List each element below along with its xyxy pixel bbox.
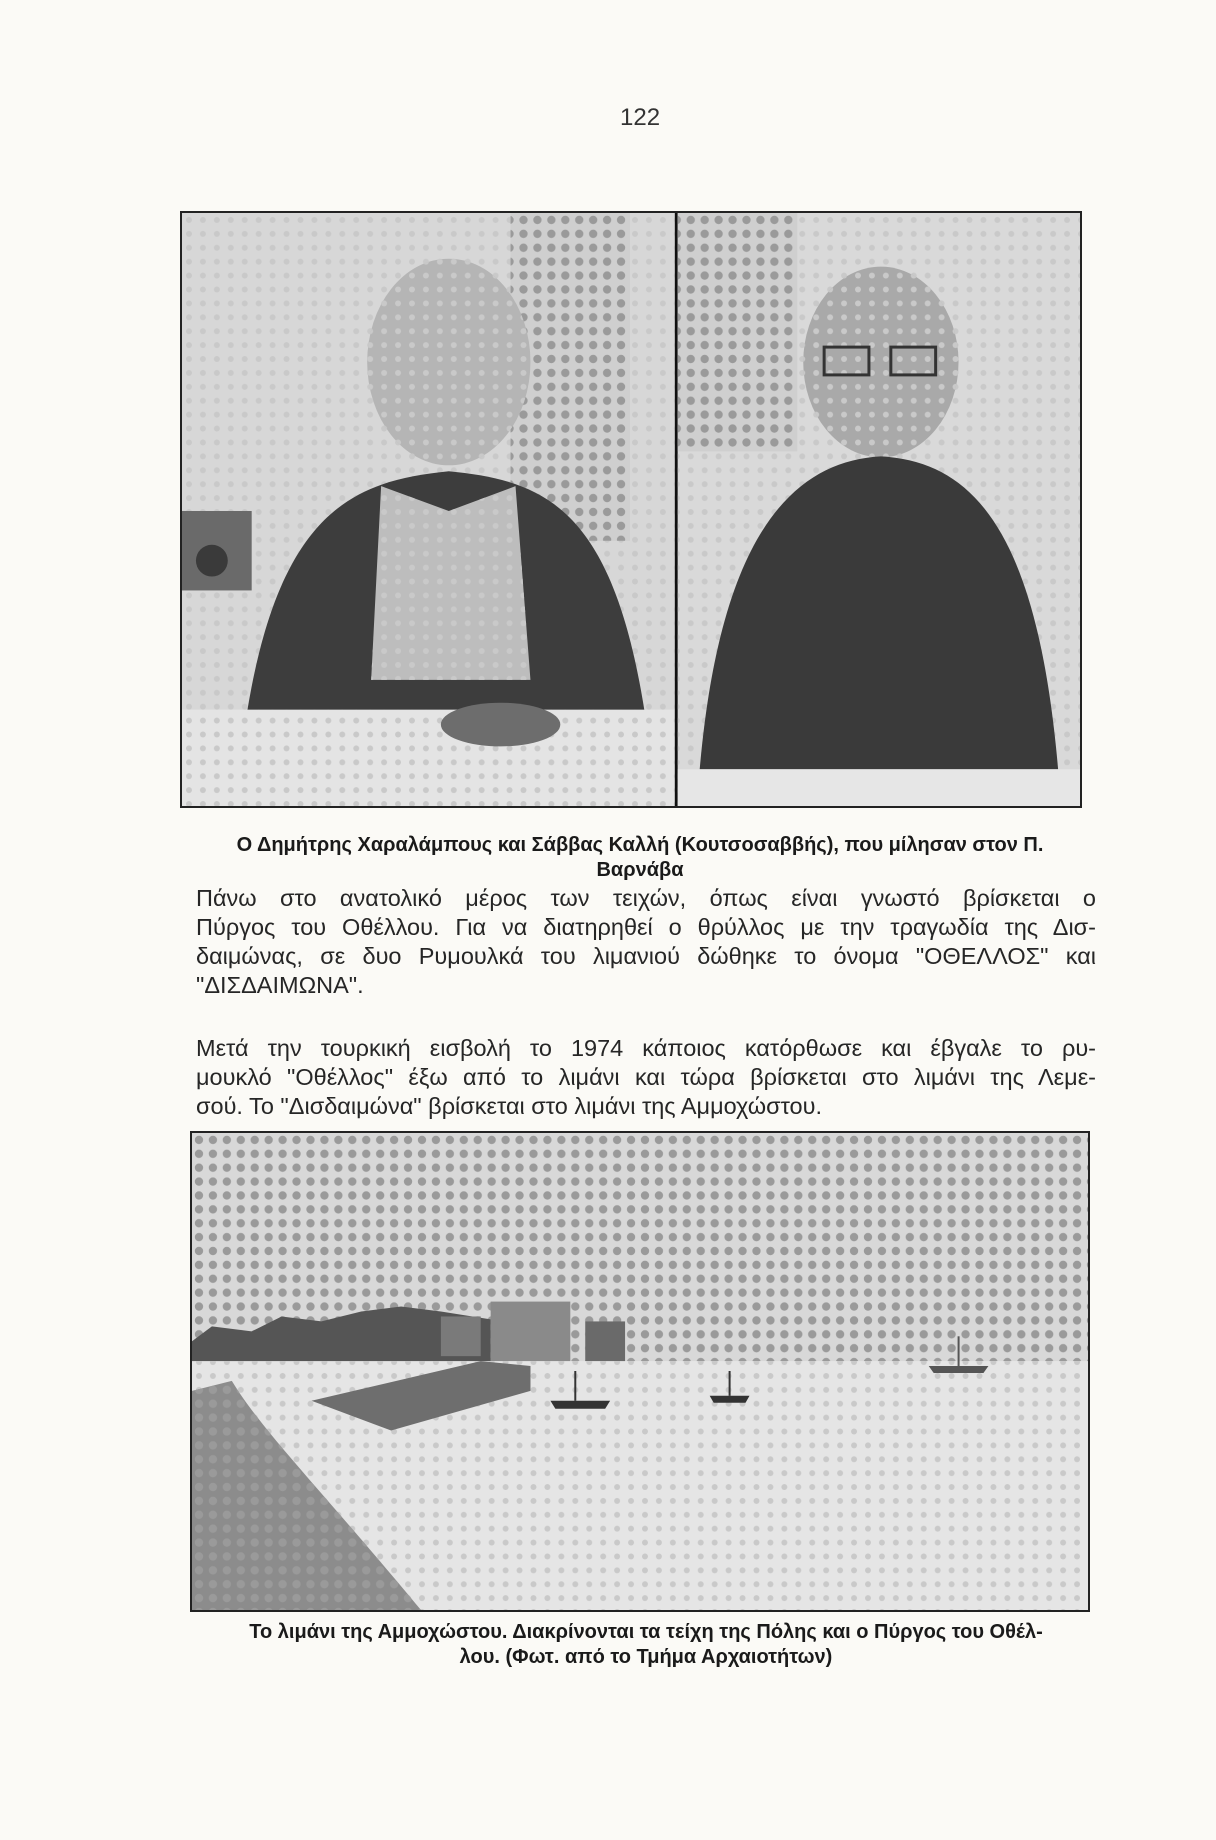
text-line: Μετά την τουρκική εισβολή το 1974 κάποιος κατόρθωσε και έβγαλε το ρυ- xyxy=(196,1035,1096,1061)
paragraph xyxy=(196,1034,1096,1121)
caption-line: λου. (Φωτ. από το Τμήμα Αρχαιοτήτων) xyxy=(459,1646,833,1668)
text-line: σού. Το "Δισδαιμώνα" βρίσκεται στο λιμάνι της Αμμοχώστου. xyxy=(196,1093,823,1119)
harbour-photo xyxy=(190,1131,1090,1612)
harbour-caption xyxy=(196,1620,1096,1670)
caption-line: Ο Δημήτρης Χαραλάμπους και Σάββας Καλλή (Κουτσοσαββής), που μίλησαν στον Π. xyxy=(236,834,1044,856)
portrait-caption xyxy=(190,833,1090,883)
page-number: 122 xyxy=(620,104,661,131)
text-line: "ΔΙΣΔΑΙΜΩΝΑ". xyxy=(196,972,364,998)
caption-line: Βαρνάβα xyxy=(596,859,684,881)
paragraph xyxy=(196,884,1096,1000)
text-line: μουκλό "Οθέλλος" έξω από το λιμάνι και τώρα βρίσκεται στο λιμάνι της Λεμε- xyxy=(196,1064,1096,1090)
portrait-photo xyxy=(180,211,1082,808)
text-line: δαιμώνας, σε δυο Ρυμουλκά του λιμανιού δώθηκε το όνομα "ΟΘΕΛΛΟΣ" και xyxy=(196,943,1096,969)
text-line: Πύργος του Οθέλλου. Για να διατηρηθεί ο θρύλλος με την τραγωδία της Δισ- xyxy=(196,914,1096,940)
text-line: Πάνω στο ανατολικό μέρος των τειχών, όπως είναι γνωστό βρίσκεται ο xyxy=(196,885,1096,911)
caption-line: Το λιμάνι της Αμμοχώστου. Διακρίνονται τα τείχη της Πόλης και ο Πύργος του Οθέλ- xyxy=(249,1621,1043,1643)
